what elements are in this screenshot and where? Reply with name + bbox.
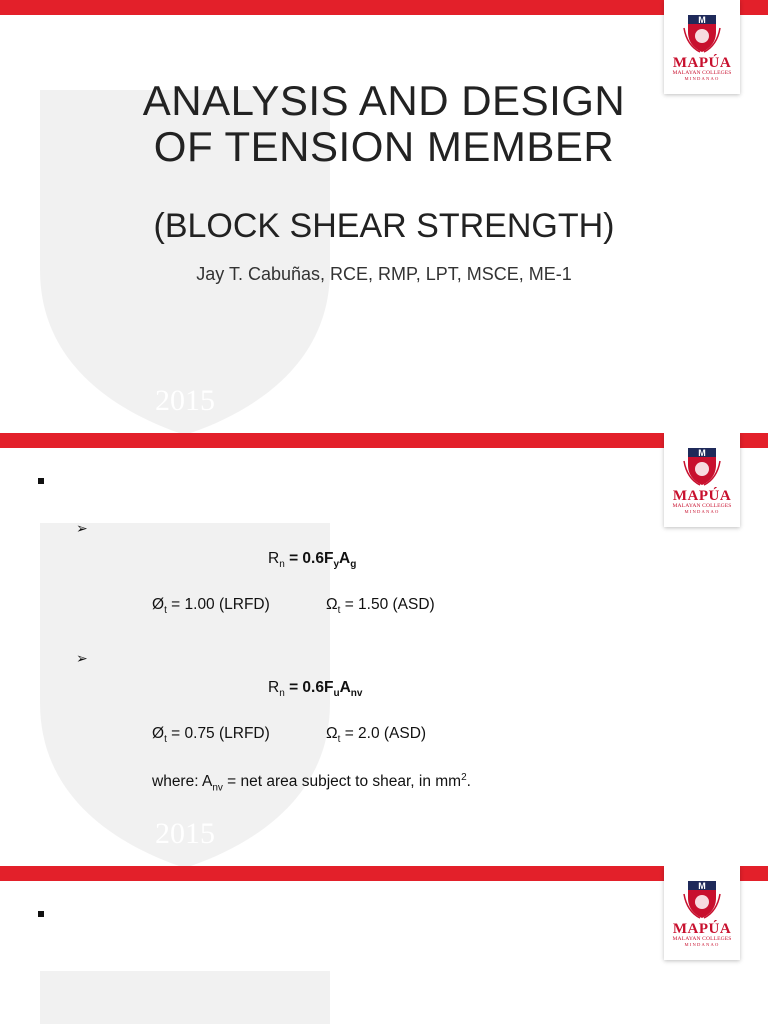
slide-partial xyxy=(0,866,768,1024)
watermark-crest-icon xyxy=(20,961,350,1024)
svg-text:2015: 2015 xyxy=(155,384,215,417)
crest-icon xyxy=(682,12,722,54)
slide-title-heading xyxy=(0,78,768,170)
crest-icon xyxy=(682,445,722,487)
phi-factor-2: $Ø_t = 0.75$ (LRFD) xyxy=(152,725,270,746)
omega-factor-1: $\Omega_t = 1.50$ (ASD) xyxy=(326,596,435,617)
slide-subtitle: (BLOCK SHEAR STRENGTH) xyxy=(153,207,615,245)
logo-subtitle: MALAYAN COLLEGES xyxy=(672,936,732,942)
slide-title xyxy=(0,0,768,433)
top-red-bar xyxy=(0,433,768,448)
arrow-bullet-icon: ➢ xyxy=(76,520,88,536)
svg-text:M: M xyxy=(698,15,706,25)
top-red-bar xyxy=(0,866,768,881)
omega-factor-2: $\Omega_t = 2.0$ (ASD) xyxy=(326,725,427,746)
bullet-square xyxy=(38,911,44,917)
logo-subtitle: MALAYAN COLLEGES xyxy=(672,70,732,76)
equation-rupture: $R_n = 0.6F_uA_{nv}$ xyxy=(268,679,363,700)
where-definition: where: $A_{nv}$ = net area subject to shear, in $mm^2$. xyxy=(152,772,471,794)
equation-yield: $R_n = 0.6F_yA_g$ xyxy=(268,550,357,571)
crest-icon xyxy=(682,878,722,920)
title-line-1: ANALYSIS AND DESIGN xyxy=(142,77,626,124)
bullet-square xyxy=(38,478,44,484)
logo-name: MAPÚA xyxy=(672,55,732,71)
top-red-bar xyxy=(0,0,768,15)
logo-campus: MINDANAO xyxy=(684,76,720,81)
school-logo xyxy=(664,433,740,527)
phi-factor-1: $Ø_t = 1.00$ (LRFD) xyxy=(152,596,270,617)
logo-campus: MINDANAO xyxy=(684,509,720,514)
slide-equations xyxy=(0,433,768,866)
svg-text:M: M xyxy=(698,881,706,891)
logo-name: MAPÚA xyxy=(672,488,732,504)
arrow-bullet-icon: ➢ xyxy=(76,650,88,666)
svg-text:2015: 2015 xyxy=(155,817,215,850)
logo-subtitle: MALAYAN COLLEGES xyxy=(672,503,732,509)
logo-campus: MINDANAO xyxy=(684,942,720,947)
svg-text:M: M xyxy=(698,448,706,458)
school-logo xyxy=(664,866,740,960)
title-line-2: OF TENSION MEMBER xyxy=(153,123,615,170)
logo-name: MAPÚA xyxy=(672,921,732,937)
author-line: Jay T. Cabuñas, RCE, RMP, LPT, MSCE, ME-1 xyxy=(196,264,572,284)
